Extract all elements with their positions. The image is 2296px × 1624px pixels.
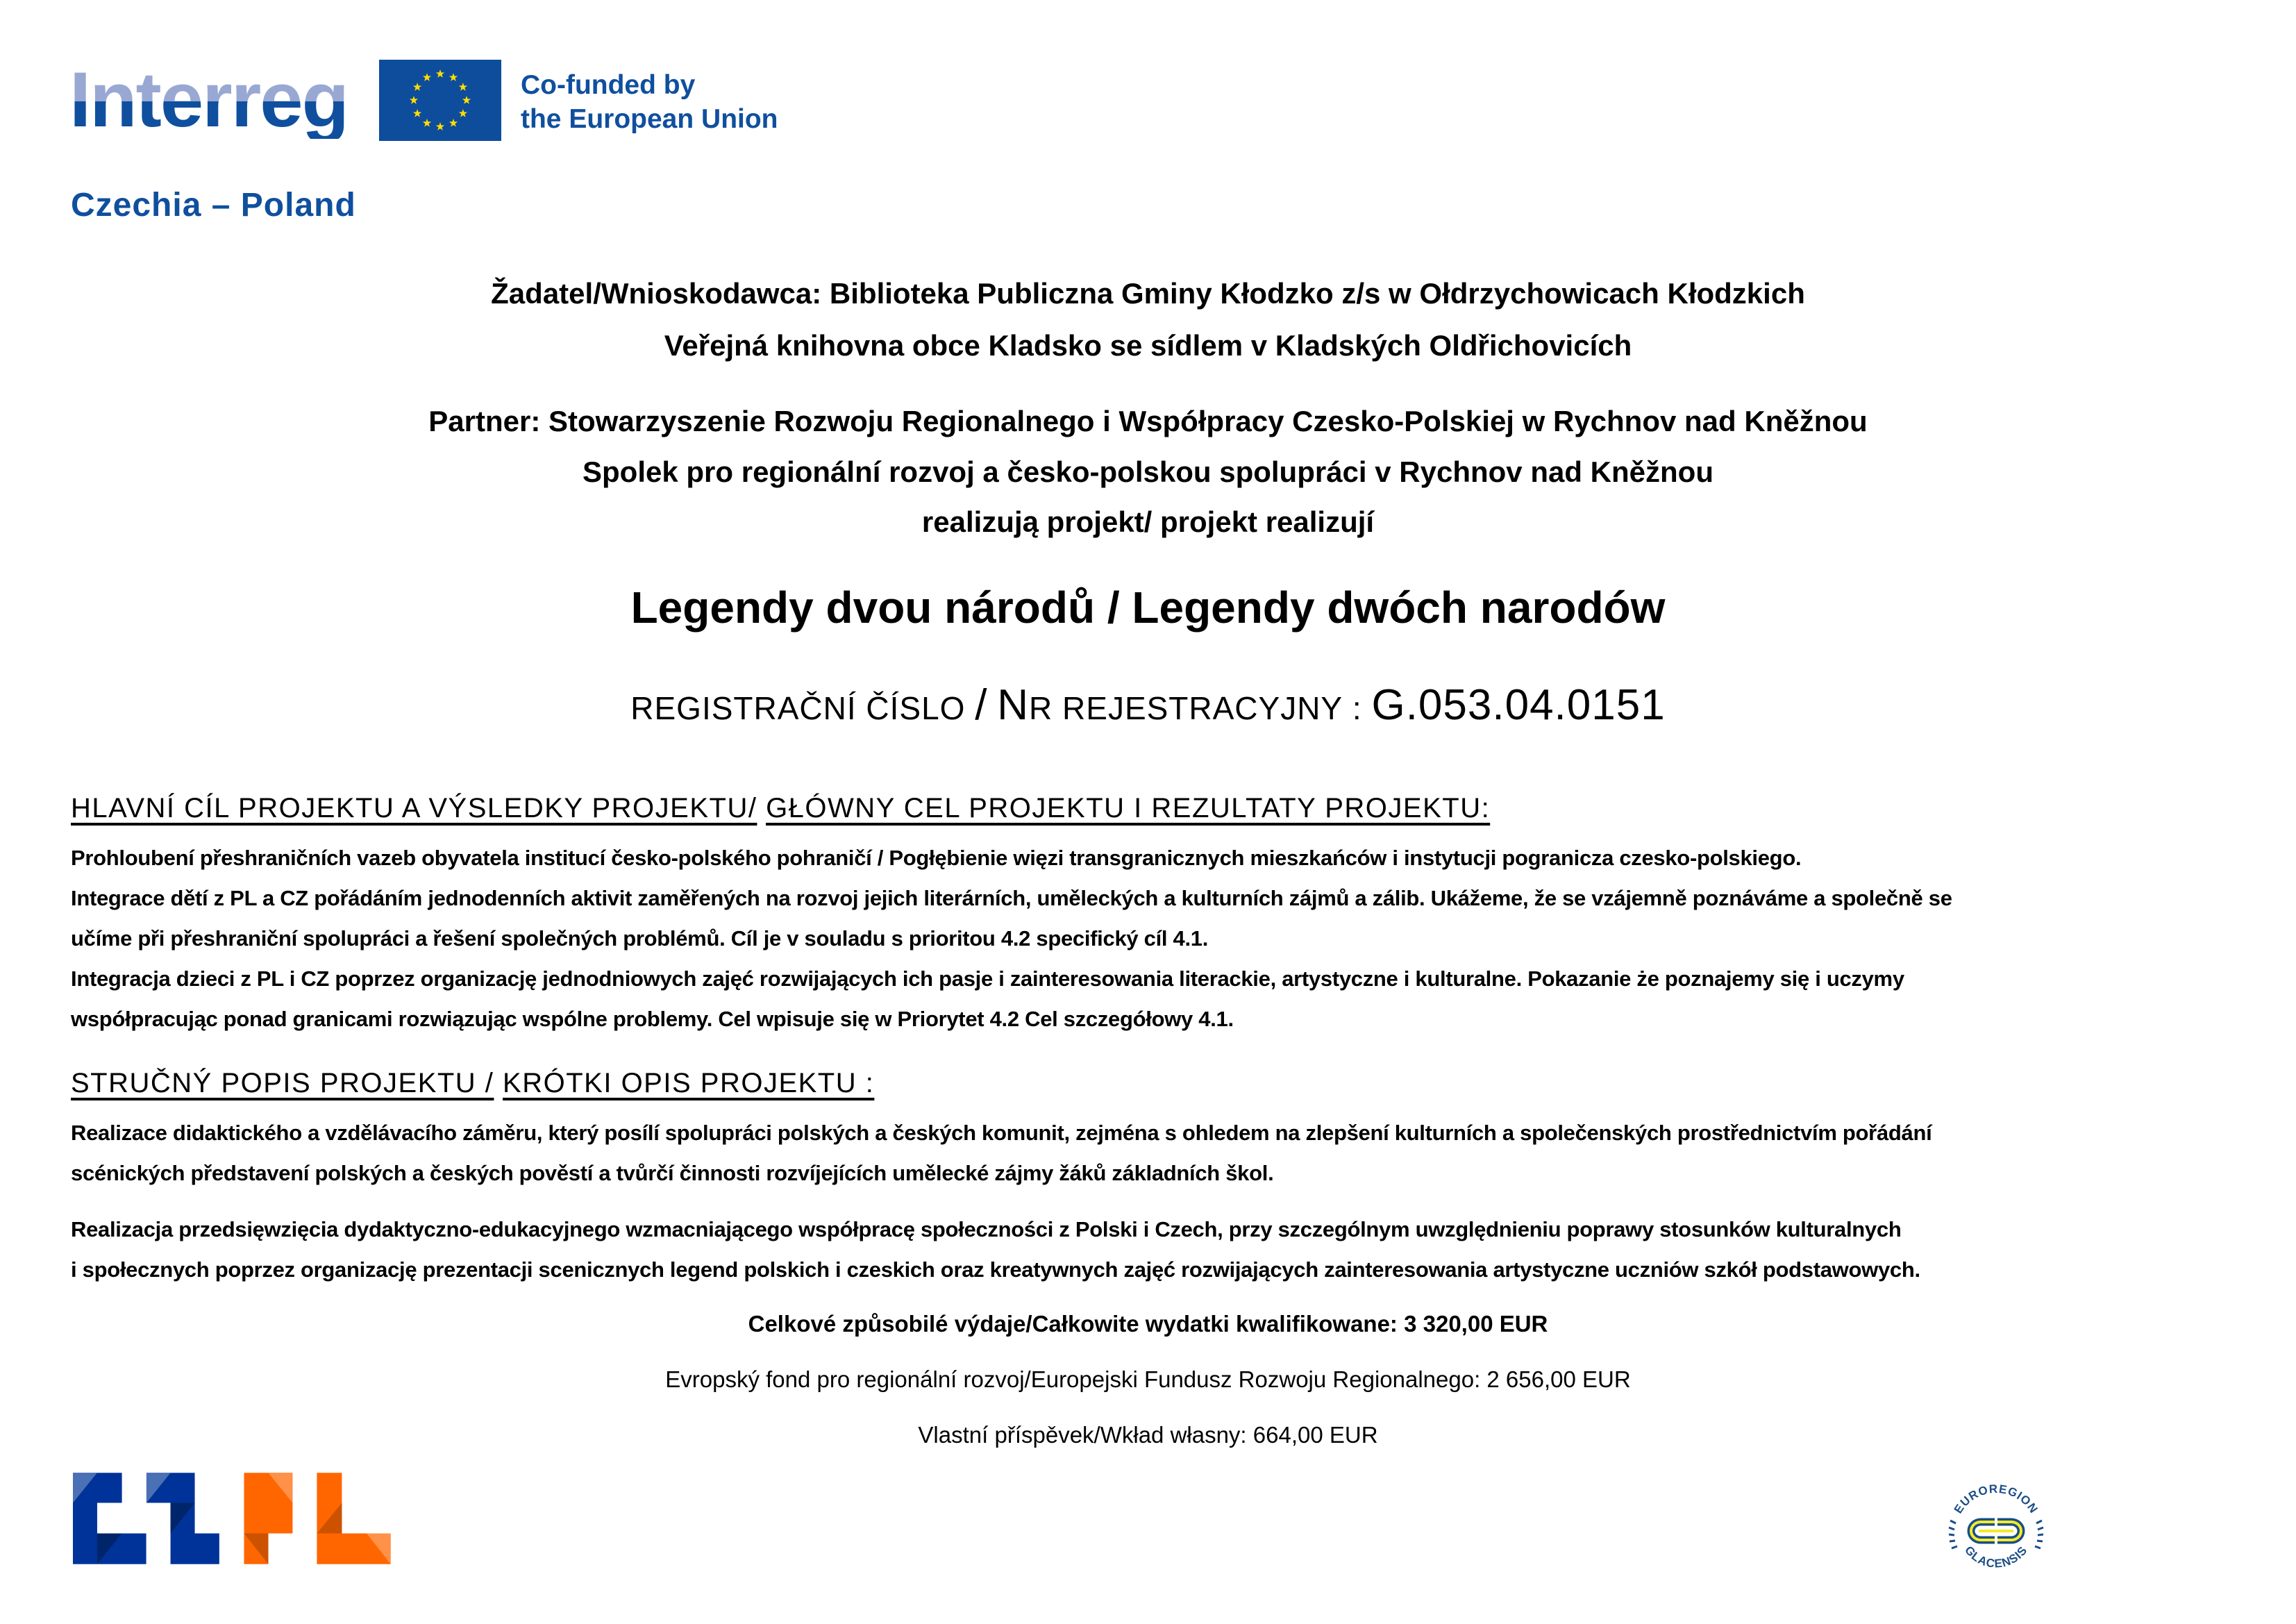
description-pl [71, 1209, 2258, 1290]
eu-cofunded-text [521, 68, 778, 136]
heading-cz: STRUČNÝ POPIS PROJEKTU / [71, 1068, 494, 1098]
text-line: Realizace didaktického a vzdělávacího záměru, který posílí spolupráci polských a českých komunit, zejména s ohledem na zlepšení kulturních a společenských prostřednictvím pořádání [71, 1121, 1932, 1145]
eu-star-icon [462, 96, 471, 104]
registration-separator: / [975, 681, 988, 729]
goal-text [71, 838, 2258, 1039]
euroregion-glacensis-logo [1941, 1479, 2052, 1587]
svg-text:EUROREGION [1952, 1482, 2041, 1516]
partner-line-2: Spolek pro regionální rozvoj a česko-polskou spolupráci v Rychnov nad Kněžnou [583, 455, 1713, 488]
czpl-logo [73, 1473, 391, 1568]
registration-colon: : [1352, 690, 1362, 726]
text-line: Integrace dětí z PL a CZ pořádáním jednodenních aktivit zaměřených na rozvoj jejich literárních, uměleckých a kulturních zájmů a zálib. Ukážeme, že se vzájemně poznáváme a společně se [71, 886, 1952, 910]
registration-number [0, 680, 2296, 730]
eu-star-icon [449, 119, 458, 127]
registration-value: G.053.04.0151 [1371, 681, 1666, 729]
realize-line: realizują projekt/ projekt realizují [921, 505, 1375, 538]
total-costs: Celkové způsobilé výdaje/Całkowite wydatki kwalifikowane: 3 320,00 EUR [748, 1311, 1548, 1337]
partner-line-1: Partner: Stowarzyszenie Rozwoju Regionalnego i Współpracy Czesko-Polskiej w Rychnov nad Kněžnou [428, 405, 1868, 437]
eu-star-icon [413, 83, 421, 91]
heading-pl: KRÓTKI OPIS PROJEKTU : [503, 1068, 875, 1098]
text-line: scénických představení polských a českých pověstí a tvůrčí činnosti rozvíjejících umělecké zájmy žáků základních škol. [71, 1161, 1274, 1185]
section-heading-goal [71, 793, 1490, 824]
heading-pl: GŁÓWNY CEL PROJEKTU I REZULTATY PROJEKTU: [766, 793, 1491, 823]
applicant-line-1: Žadatel/Wnioskodawca: Biblioteka Publiczna Gminy Kłodzko z/s w Ołdrzychowicach Kłodzkich [491, 277, 1805, 310]
glacensis-text: GLACENSIS [1962, 1543, 2030, 1571]
eu-star-icon [410, 96, 418, 104]
heading-cz: HLAVNÍ CÍL PROJEKTU A VÝSLEDKY PROJEKTU/ [71, 793, 757, 823]
applicant-line-2: Veřejná knihovna obce Kladsko se sídlem v Kladských Oldřichovicích [664, 329, 1632, 362]
eu-star-icon [436, 122, 444, 131]
text-line: Integracja dzieci z PL i CZ poprzez organizację jednodniowych zajęć rozwijających ich pasje i zainteresowania literackie, artystyczne i kulturalne. Pokazanie że poznajemy się i uczymy [71, 966, 1904, 991]
eu-star-icon [449, 73, 458, 81]
project-title: Legendy dvou národů / Legendy dwóch narodów [630, 583, 1666, 633]
eu-star-icon [423, 73, 431, 81]
eu-star-icon [436, 69, 444, 78]
eu-star-icon [423, 119, 431, 127]
eu-star-icon [413, 109, 421, 117]
svg-text:GLACENSIS [1962, 1543, 2030, 1571]
eu-text-line2: the European Union [521, 104, 778, 134]
eu-star-icon [459, 83, 467, 91]
description-cz [71, 1113, 2258, 1194]
text-line: učíme při přeshraniční spolupráci a řešení společných problémů. Cíl je v souladu s prioritou 4.2 specifický cíl 4.1. [71, 926, 1209, 951]
euroregion-text: EUROREGION [1951, 1482, 2041, 1516]
erdf-costs: Evropský fond pro regionální rozvoj/Europejski Fundusz Rozwoju Regionalnego: 2 656,00 EUR [665, 1366, 1631, 1392]
own-contribution: Vlastní příspěvek/Wkład własny: 664,00 EUR [918, 1422, 1378, 1448]
text-line: Prohloubení přeshraničních vazeb obyvatela institucí česko-polského pohraničí / Pogłębienie więzi transgranicznych mieszkańców i instytucji pogranicza czesko-polskiego. [71, 846, 1802, 870]
text-line: współpracując ponad granicami rozwiązując wspólne problemy. Cel wpisuje się w Priorytet 4.2 Cel szczegółowy 4.1. [71, 1007, 1234, 1031]
eu-star-icon [459, 109, 467, 117]
programme-name: Czechia – Poland [71, 187, 356, 224]
eu-flag-icon [379, 60, 501, 141]
interreg-logo: Interreg [69, 56, 348, 143]
registration-label-cz: REGISTRAČNÍ ČÍSLO [630, 690, 966, 726]
registration-label-pl: NR REJESTRACYJNY [997, 681, 1343, 729]
eu-text-line1: Co-funded by [521, 70, 696, 100]
section-heading-description [71, 1068, 874, 1099]
text-line: Realizacja przedsięwzięcia dydaktyczno-edukacyjnego wzmacniającego współpracę społeczności z Polski i Czech, przy szczególnym uwzględnieniu poprawy stosunków kulturalnych [71, 1217, 1902, 1241]
text-line: i społecznych poprzez organizację prezentacji scenicznych legend polskich i czeskich oraz kreatywnych zajęć rozwijających zainteresowania artystyczne uczniów szkół podstawowych. [71, 1257, 1920, 1282]
